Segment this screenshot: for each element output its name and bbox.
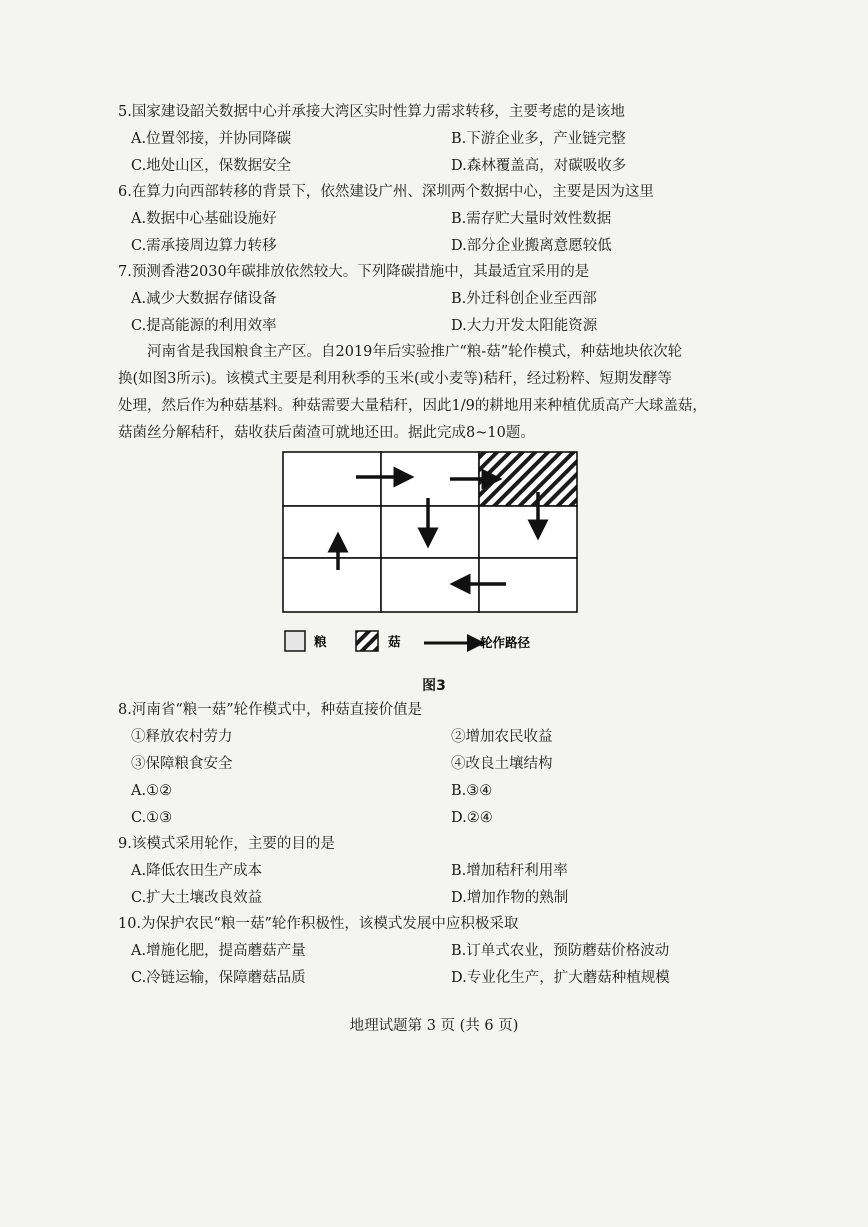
passage-line-1: 河南省是我国粮食主产区。自2019年后实验推广“粮-菇”轮作模式，种菇地块依次轮	[147, 344, 683, 360]
legend-mushroom-label: 菇	[388, 634, 401, 649]
field-cell	[283, 452, 381, 506]
question-8-option-d: D.②④	[451, 810, 493, 826]
question-10-option-b: B.订单式农业，预防蘑菇价格波动	[451, 943, 670, 959]
question-5-option-d: D.森林覆盖高，对碳吸收多	[451, 158, 627, 174]
passage-line-2: 换(如图3所示)。该模式主要是利用秋季的玉米(或小麦等)秸秆，经过粉粹、短期发酵等	[118, 371, 672, 387]
legend-grain-swatch	[285, 631, 305, 651]
question-10-stem: 10.为保护农民“粮一菇”轮作积极性，该模式发展中应积极采取	[118, 916, 519, 932]
rotation-diagram	[280, 450, 580, 660]
legend-grain-label: 粮	[314, 634, 327, 649]
question-7-option-b: B.外迁科创企业至西部	[451, 291, 597, 307]
passage-line-4: 菇菌丝分解秸秆，菇收获后菌渣可就地还田。据此完成8~10题。	[118, 425, 535, 441]
question-5-option-b: B.下游企业多，产业链完整	[451, 131, 626, 147]
legend	[285, 631, 531, 651]
field-cell	[283, 558, 381, 612]
field-cell	[283, 506, 381, 558]
question-5-stem: 5.国家建设韶关数据中心并承接大湾区实时性算力需求转移，主要考虑的是该地	[118, 104, 625, 120]
question-9-stem: 9.该模式采用轮作，主要的目的是	[118, 836, 335, 852]
question-9-option-c: C.扩大土壤改良效益	[131, 890, 263, 906]
question-8-stem: 8.河南省“粮一菇”轮作模式中，种菇直接价值是	[118, 702, 423, 718]
question-10-option-d: D.专业化生产，扩大蘑菇种植规模	[451, 970, 670, 986]
question-8-item-3: ③保障粮食安全	[131, 756, 233, 772]
question-6-option-d: D.部分企业搬离意愿较低	[451, 238, 612, 254]
passage-line-3: 处理，然后作为种菇基料。种菇需要大量秸秆，因此1/9的耕地用来种植优质高产大球盖菇，	[118, 398, 707, 414]
question-7-stem: 7.预测香港2030年碳排放依然较大。下列降碳措施中，其最适宜采用的是	[118, 264, 590, 280]
question-7-option-a: A.减少大数据存储设备	[131, 291, 277, 307]
legend-mushroom-swatch	[356, 631, 378, 651]
page-footer: 地理试题第 3 页 (共 6 页)	[349, 1018, 519, 1034]
field-cell	[479, 506, 577, 558]
field-cell	[381, 506, 479, 558]
question-9-option-a: A.降低农田生产成本	[131, 863, 263, 879]
question-6-stem: 6.在算力向西部转移的背景下，依然建设广州、深圳两个数据中心，主要是因为这里	[118, 184, 654, 200]
question-8-option-a: A.①②	[131, 783, 173, 799]
question-5-option-a: A.位置邻接，并协同降碳	[131, 131, 292, 147]
question-8-option-c: C.①③	[131, 810, 173, 826]
question-10-option-c: C.冷链运输，保障蘑菇品质	[131, 970, 306, 986]
question-5-option-c: C.地处山区，保数据安全	[131, 158, 292, 174]
question-7-option-d: D.大力开发太阳能资源	[451, 318, 598, 334]
question-6-option-c: C.需承接周边算力转移	[131, 238, 277, 254]
field-grid	[283, 452, 577, 612]
legend-path-label: 轮作路径	[480, 635, 531, 650]
question-6-option-b: B.需存贮大量时效性数据	[451, 211, 612, 227]
question-8-item-2: ②增加农民收益	[451, 729, 553, 745]
question-8-item-4: ④改良土壤结构	[451, 756, 553, 772]
question-10-option-a: A.增施化肥，提高蘑菇产量	[131, 943, 306, 959]
question-9-option-b: B.增加秸秆利用率	[451, 863, 568, 879]
question-8-item-1: ①释放农村劳力	[131, 729, 233, 745]
question-6-option-a: A.数据中心基础设施好	[131, 211, 277, 227]
question-7-option-c: C.提高能源的利用效率	[131, 318, 277, 334]
question-9-option-d: D.增加作物的熟制	[451, 890, 569, 906]
figure-caption: 图3	[422, 678, 446, 694]
mushroom-field-cell	[479, 452, 577, 506]
question-8-option-b: B.③④	[451, 783, 493, 799]
